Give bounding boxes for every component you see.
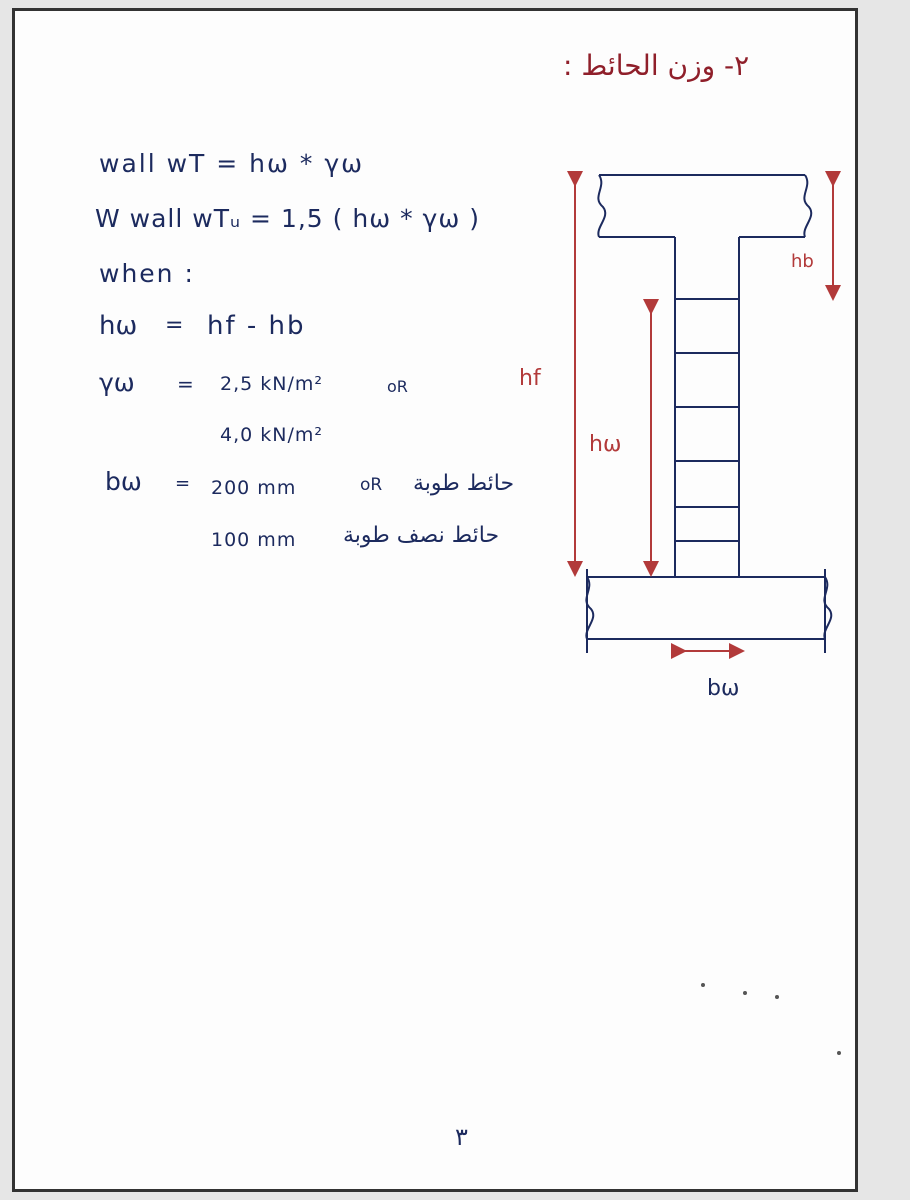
hf-label: hf (519, 366, 541, 391)
hw-label: hω (589, 432, 622, 457)
hb-label: hb (791, 251, 814, 272)
gamma-w-equals: = (177, 372, 194, 396)
dimension-lines (575, 179, 833, 651)
wall-outline (675, 237, 739, 577)
bw-equals: = (175, 473, 191, 494)
speck (701, 983, 705, 987)
bw-wall-type-2: حائط نصف طوبة (343, 523, 500, 548)
bw-wall-type-1: حائط طوبة (413, 471, 515, 496)
bw-value-1: 200 mm (211, 477, 297, 499)
page-number: ٣ (455, 1123, 468, 1151)
hw-equals: = (165, 313, 184, 338)
wall-weight-formula: wall wT = hω * γω (99, 149, 365, 178)
bw-or: oR (360, 475, 383, 495)
slab-outline (598, 175, 811, 237)
beam-outline (586, 569, 831, 653)
ultimate-wall-weight-formula: W wall wTᵤ = 1,5 ( hω * γω ) (95, 204, 480, 233)
bw-value-2: 100 mm (211, 529, 297, 551)
when-label: when : (99, 259, 195, 288)
bw-label: bω (707, 676, 740, 701)
speck (837, 1051, 841, 1055)
hw-value: hf - hb (207, 311, 306, 341)
document-page (12, 8, 858, 1192)
speck (775, 995, 779, 999)
speck (743, 991, 747, 995)
gamma-w-or: oR (387, 377, 408, 396)
gamma-w-symbol: γω (99, 368, 135, 397)
wall-section-diagram (15, 11, 861, 1195)
bw-symbol: bω (105, 467, 142, 496)
gamma-w-value-2: 4,0 kN/m² (220, 424, 323, 446)
gamma-w-value-1: 2,5 kN/m² (220, 373, 323, 395)
hw-symbol: hω (99, 311, 138, 341)
section-heading: ٢- وزن الحائط : (563, 49, 750, 82)
